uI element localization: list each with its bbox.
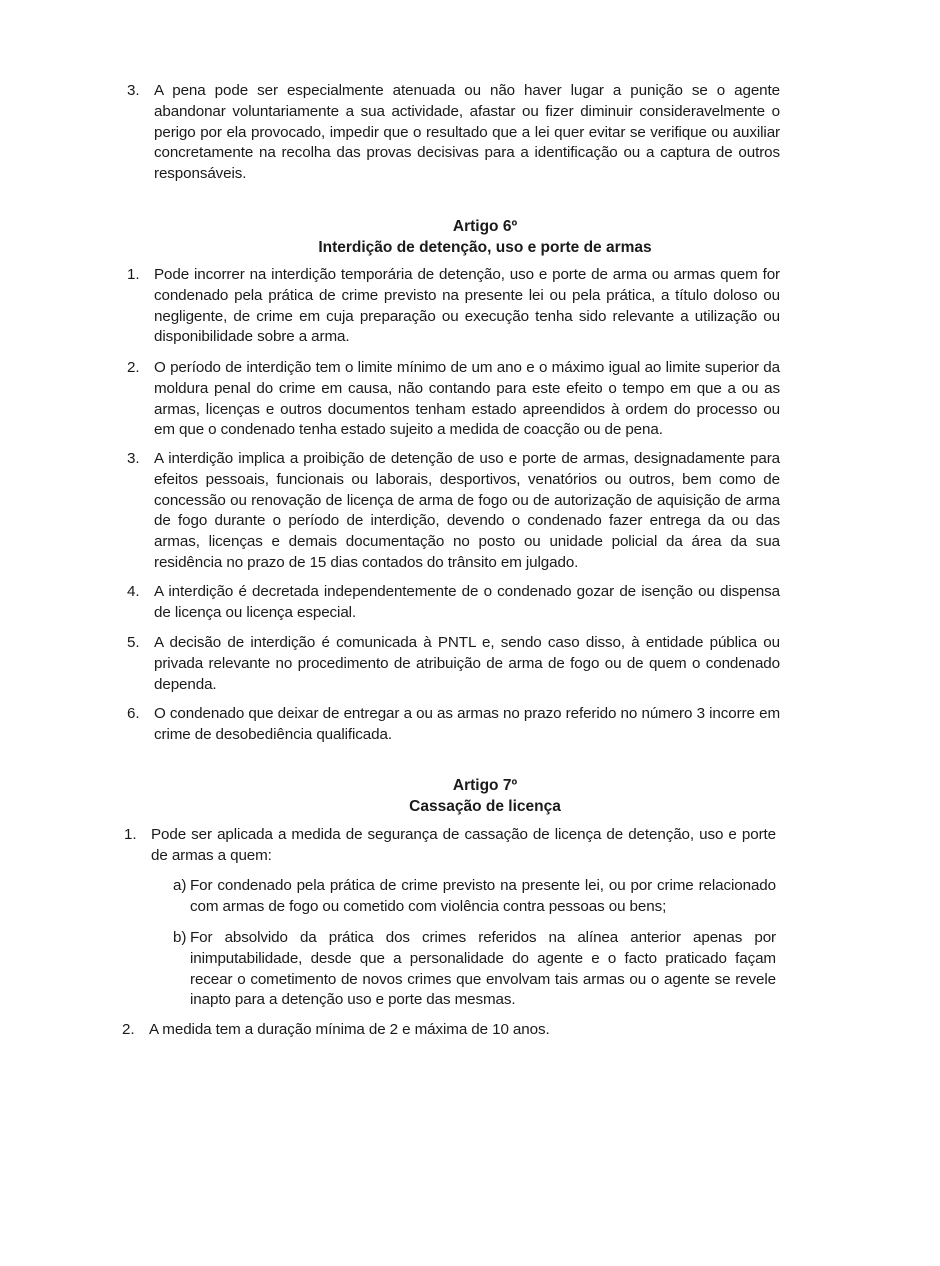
item-number: 2. bbox=[122, 1021, 135, 1038]
item-text: A pena pode ser especialmente atenuada ou não haver lugar a punição se o agente abandonar voluntariamente a sua actividade, afastar ou fizer diminuir consideravelmente o perigo por ela provocado, impedir que o resultado que a lei quer evitar se verifique ou auxiliar concretamente na recolha das provas decisivas para a identificação ou a captura de outros responsáveis. bbox=[154, 82, 780, 183]
article-7-subitem-b bbox=[173, 928, 776, 1011]
item-text: Pode incorrer na interdição temporária de detenção, uso e porte de arma ou armas quem for condenado pela prática de crime previsto na presente lei ou pela prática, a título doloso ou negligente, de crime em cuja preparação ou execução tenha sido relevante a utilização ou disponibilidade sobre a arma. bbox=[154, 266, 780, 346]
item-text: O condenado que deixar de entregar a ou as armas no prazo referido no número 3 incorre em crime de desobediência qualificada. bbox=[154, 705, 780, 743]
article-6-item-3 bbox=[127, 449, 780, 574]
item-number: 2. bbox=[127, 359, 140, 376]
item-number: 1. bbox=[124, 826, 137, 843]
item-number: 3. bbox=[127, 82, 140, 99]
article-6-heading bbox=[0, 216, 940, 258]
item-number: 5. bbox=[127, 634, 140, 651]
item-text: A interdição é decretada independentemente de o condenado gozar de isenção ou dispensa de licença ou licença especial. bbox=[154, 583, 780, 621]
item-number: 3. bbox=[127, 450, 140, 467]
intro-item bbox=[127, 81, 780, 185]
article-7-item-2 bbox=[122, 1020, 776, 1041]
item-text: A medida tem a duração mínima de 2 e máxima de 10 anos. bbox=[149, 1021, 550, 1038]
article-6-item-1 bbox=[127, 265, 780, 348]
article-7-title: Cassação de licença bbox=[409, 798, 561, 815]
item-text: A interdição implica a proibição de detenção de uso e porte de armas, designadamente para efeitos pessoais, funcionais ou laborais, desportivos, venatórios ou outros, bem como de concessão ou renovação de licença de arma de fogo ou de autorização de aquisição de arma de fogo durante o período de interdição, devendo o condenado fazer entrega da ou das armas, licenças e demais documentação no posto ou unidade policial da área da sua residência no prazo de 15 dias contados do trânsito em julgado. bbox=[154, 450, 780, 571]
subitem-letter: a) bbox=[173, 877, 187, 894]
item-number: 6. bbox=[127, 705, 140, 722]
article-6-item-4 bbox=[127, 582, 780, 624]
article-6-label: Artigo 6º bbox=[452, 218, 518, 235]
article-7-label: Artigo 7º bbox=[452, 777, 518, 794]
subitem-letter: b) bbox=[173, 929, 187, 946]
subitem-text: For condenado pela prática de crime previsto na presente lei, ou por crime relacionado com armas de fogo ou cometido com violência contra pessoas ou bens; bbox=[190, 877, 776, 915]
article-6-item-2 bbox=[127, 358, 780, 441]
item-number: 1. bbox=[127, 266, 140, 283]
article-6-item-6 bbox=[127, 704, 780, 746]
subitem-text: For absolvido da prática dos crimes referidos na alínea anterior apenas por inimputabilidade, desde que a personalidade do agente e o facto praticado façam recear o cometimento de novos crimes que envolvam tais armas ou o agente se revele inapto para a detenção uso e porte das mesmas. bbox=[190, 929, 776, 1009]
item-number: 4. bbox=[127, 583, 140, 600]
item-text: Pode ser aplicada a medida de segurança de cassação de licença de detenção, uso e porte de armas a quem: bbox=[151, 826, 776, 864]
item-text: A decisão de interdição é comunicada à PNTL e, sendo caso disso, à entidade pública ou privada relevante no procedimento de atribuição de arma de fogo ou de quem o condenado dependa. bbox=[154, 634, 780, 693]
article-6-title: Interdição de detenção, uso e porte de armas bbox=[318, 239, 652, 256]
article-6-item-5 bbox=[127, 633, 780, 695]
article-7-heading bbox=[0, 775, 940, 817]
article-7-item-1 bbox=[124, 825, 776, 867]
article-7-subitem-a bbox=[173, 876, 776, 918]
item-text: O período de interdição tem o limite mínimo de um ano e o máximo igual ao limite superior da moldura penal do crime em causa, não contando para este efeito o tempo em que a ou as armas, licenças e outros documentos tenham estado apreendidos à ordem do processo ou em que o condenado tenha estado sujeito a medida de coacção ou de pena. bbox=[154, 359, 780, 439]
